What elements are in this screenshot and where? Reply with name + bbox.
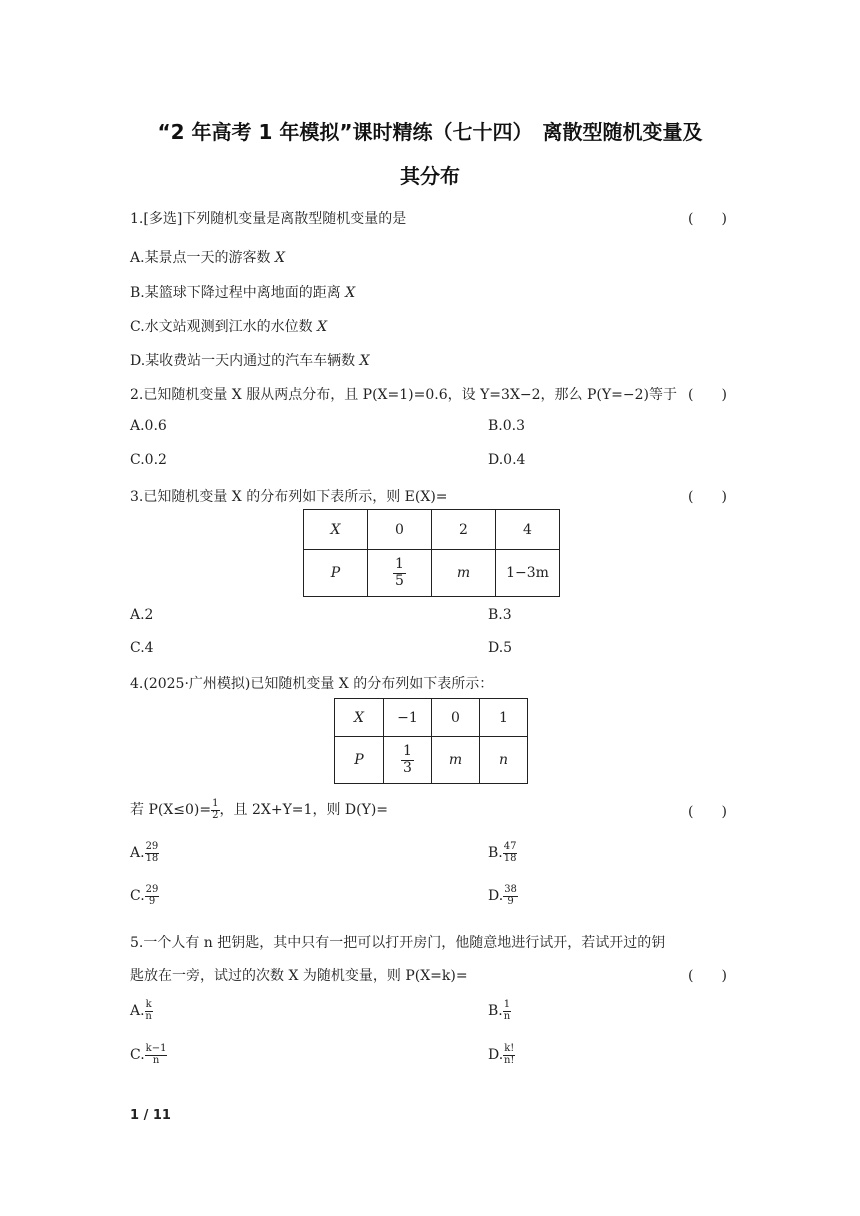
table-cell: 0 — [368, 510, 432, 550]
option-c: C.水文站观测到江水的水位数 X — [130, 319, 328, 335]
question-text: 下列随机变量是离散型随机变量的是 — [182, 211, 407, 227]
option-a: A. $\frac{29}{18}$ — [130, 841, 159, 864]
table-cell — [384, 737, 432, 784]
multi-select-tag: [多选] — [143, 211, 183, 227]
table-cell: n — [480, 737, 528, 784]
answer-bracket: ( ) — [688, 489, 727, 505]
question-2: 2.已知随机变量 X 服从两点分布，且 P(X=1)=0.6，设 Y=3X−2，那么 P(Y=−2)等于 — [130, 387, 677, 403]
table-cell: P — [304, 550, 368, 597]
answer-bracket: ( ) — [688, 804, 727, 820]
table-cell: 2 — [432, 510, 496, 550]
distribution-table — [334, 698, 528, 784]
table-cell: X — [304, 510, 368, 550]
fraction: $\frac{1}{2}$ — [212, 798, 219, 821]
table-cell: 4 — [496, 510, 560, 550]
table-cell — [368, 550, 432, 597]
table-cell: m — [432, 737, 480, 784]
page-number: 1 / 11 — [130, 1108, 171, 1123]
option-c: C.0.2 — [130, 452, 167, 468]
question-1 — [130, 208, 406, 228]
answer-bracket: ( ) — [688, 387, 727, 403]
question-number: 1. — [130, 211, 144, 227]
question-4: 4.(2025·广州模拟)已知随机变量 X 的分布列如下表所示： — [130, 676, 494, 692]
option-b: B. $\frac{1}{n}$ — [488, 999, 511, 1022]
table-cell: 0 — [432, 699, 480, 737]
document-title-line1: “2 年高考 1 年模拟”课时精练（七十四） 离散型随机变量及 — [157, 120, 703, 144]
fraction: $\frac{1}{3}$ — [403, 743, 412, 776]
question-5-line1: 5.一个人有 n 把钥匙，其中只有一把可以打开房门，他随意地进行试开，若试开过的钥 — [130, 935, 666, 951]
document-title-line2: 其分布 — [400, 164, 460, 188]
option-c: C. $\frac{k-1}{n}$ — [130, 1043, 167, 1066]
option-d: D. $\frac{k!}{n!}$ — [488, 1043, 515, 1066]
question-3: 3.已知随机变量 X 的分布列如下表所示，则 E(X)= — [130, 489, 448, 505]
table-cell: −1 — [384, 699, 432, 737]
option-a: A.2 — [130, 607, 154, 623]
distribution-table — [303, 509, 560, 597]
question-5-line2: 匙放在一旁，试过的次数 X 为随机变量，则 P(X=k)= — [130, 968, 468, 984]
answer-bracket: ( ) — [688, 968, 727, 984]
option-d: D.0.4 — [488, 452, 526, 468]
option-d: D.5 — [488, 640, 513, 656]
table-cell: P — [335, 737, 384, 784]
fraction: $\frac{1}{5}$ — [395, 556, 404, 589]
option-c: C.4 — [130, 640, 154, 656]
option-a: A.0.6 — [130, 418, 167, 434]
option-d: D.某收费站一天内通过的汽车车辆数 X — [130, 353, 370, 369]
option-c: C. $\frac{29}{9}$ — [130, 884, 159, 907]
option-d: D. $\frac{38}{9}$ — [488, 884, 517, 907]
option-b: B.某篮球下降过程中离地面的距离 X — [130, 285, 356, 301]
table-cell: X — [335, 699, 384, 737]
table-cell: m — [432, 550, 496, 597]
option-b: B. $\frac{47}{18}$ — [488, 841, 517, 864]
table-cell: 1 — [480, 699, 528, 737]
table-cell: 1−3m — [496, 550, 560, 597]
option-a: A.某景点一天的游客数 X — [130, 250, 285, 266]
question-4-condition: 若 P(X≤0)= $\frac{1}{2}$ ，且 2X+Y=1，则 D(Y)= — [130, 798, 389, 821]
option-b: B.3 — [488, 607, 512, 623]
option-a: A. $\frac{k}{n}$ — [130, 999, 152, 1022]
option-b: B.0.3 — [488, 418, 526, 434]
answer-bracket: ( ) — [688, 211, 727, 227]
